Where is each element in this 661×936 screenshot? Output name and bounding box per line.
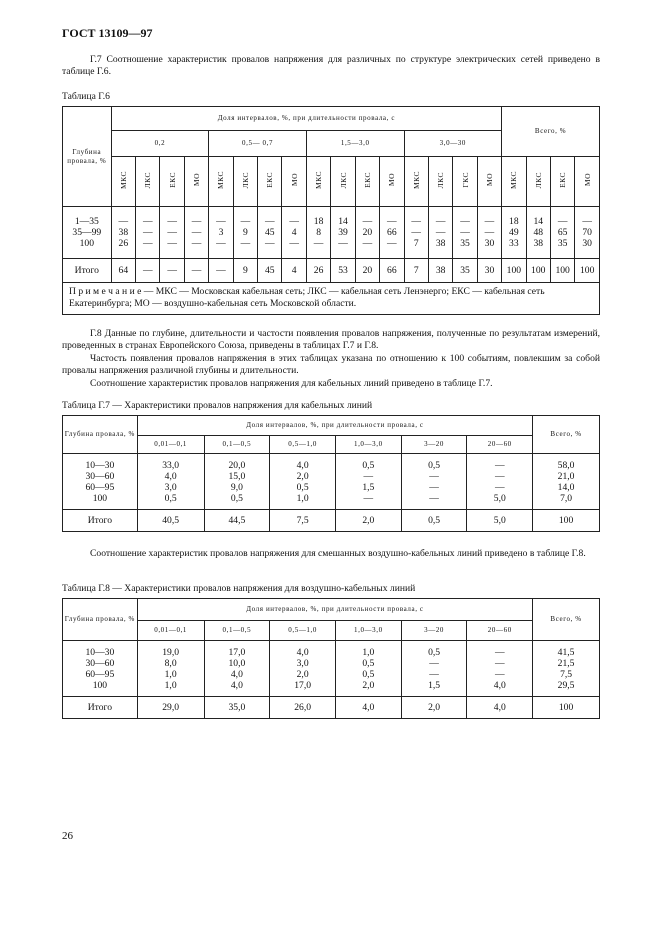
cell-value: 1,5 [362, 481, 375, 493]
total-cell: 30 [477, 259, 501, 283]
cell-value: 30 [484, 238, 495, 249]
table-cell [184, 207, 208, 259]
table-cell [428, 207, 452, 259]
cell-value: 7 [413, 238, 419, 249]
network-label: ГКС [460, 172, 470, 188]
table-cell [306, 207, 330, 259]
cell-value: 1,0 [164, 679, 177, 691]
table-cell [137, 641, 204, 697]
cell-value: 4 [291, 227, 297, 238]
cell-value: — [495, 657, 505, 669]
total-cell: 26 [306, 259, 330, 283]
cell-value: — [484, 216, 495, 227]
cell-value: 66 [387, 227, 397, 238]
total-cell: 100 [502, 259, 526, 283]
cell-value: 45 [264, 227, 275, 238]
cell-value: — [435, 227, 446, 238]
cell-value: — [313, 238, 324, 249]
total-cell: 4 [282, 259, 306, 283]
cell-value: 20 [362, 227, 373, 238]
cell-value: — [363, 492, 374, 504]
table6-caption: Таблица Г.6 [62, 91, 110, 102]
cell-value: 41,5 [557, 646, 575, 658]
cell-value: 2,0 [296, 470, 309, 482]
table-cell [204, 641, 270, 697]
network-label: МКС [216, 171, 226, 189]
network-label: ЕКС [265, 172, 275, 188]
cell-value: 14,0 [557, 481, 575, 493]
cell-value: — [142, 216, 153, 227]
network-label: ЕКС [167, 172, 177, 188]
paragraph-g8-3: Соотношение характеристик провалов напряжения для кабельных линий приведено в таблице Г.7. [90, 378, 493, 389]
table-cell [477, 207, 501, 259]
cell-value: — [240, 238, 251, 249]
total-label: Итого [63, 510, 138, 532]
cell-value: 17,0 [294, 679, 312, 691]
table-cell [401, 454, 467, 510]
cell-value: 4,0 [164, 470, 177, 482]
total-cell: — [136, 259, 160, 283]
cell-value: 8 [316, 227, 321, 238]
cell-value: 19,0 [162, 646, 180, 658]
table-cell [467, 641, 533, 697]
cell-value: — [216, 238, 226, 249]
total-cell: 2,0 [335, 510, 401, 532]
network-label: МО [192, 173, 202, 187]
cell-value: 4,0 [296, 646, 309, 658]
network-label: ЛКС [533, 171, 543, 189]
total-header: Всего, % [502, 107, 600, 157]
network-header [184, 157, 208, 207]
depth-header: Глубина провала, % [63, 107, 112, 207]
duration-header: 20—60 [467, 621, 533, 641]
table-cell [467, 454, 533, 510]
cell-value: 4,0 [296, 459, 309, 471]
paragraph-g8-2: Частость появления провалов напряжения в этих таблицах указана по отношению к 100 событиям, повлекшим за собой провалы напряжения различной глубины и длительности. [62, 353, 600, 377]
share-header: Доля интервалов, %, при длительности провала, с [111, 107, 502, 131]
table-cell [136, 207, 160, 259]
network-header [258, 157, 282, 207]
cell-value: 1,0 [296, 492, 309, 504]
cell-value: 4,0 [493, 679, 506, 691]
table6-note: П р и м е ч а н и е — МКС — Московская кабельная сеть; ЛКС — кабельная сеть Ленэнерго; ЕКС — кабельная сеть Екатеринбурга; МО — воздушно-кабельная сеть Московской области. [63, 283, 600, 315]
table7-caption: Таблица Г.7 — Характеристики провалов напряжения для кабельных линий [62, 400, 373, 411]
cell-value: — [557, 216, 568, 227]
cell-value: 21,0 [557, 470, 575, 482]
cell-value: 2,0 [296, 668, 309, 680]
cell-value: 18 [509, 216, 519, 227]
total-cell: 100 [533, 697, 600, 719]
table-cell [575, 207, 600, 259]
cell-value: — [494, 459, 505, 471]
cell-value: 3 [218, 227, 224, 238]
cell-value: — [167, 227, 177, 238]
table-cell [282, 207, 306, 259]
network-label: ЛКС [143, 171, 153, 189]
duration-header: 0,01—0,1 [137, 436, 204, 454]
table-g6 [62, 106, 600, 315]
total-cell: 100 [533, 510, 600, 532]
cell-value: 0,5 [362, 657, 375, 669]
table-cell [380, 207, 404, 259]
network-label: МКС [314, 171, 324, 189]
table-cell [355, 207, 379, 259]
total-cell: 35,0 [204, 697, 270, 719]
total-cell: 4,0 [467, 697, 533, 719]
cell-value: — [494, 470, 505, 482]
network-label: МО [582, 173, 592, 187]
cell-value: 58,0 [557, 459, 575, 471]
table-cell [209, 207, 233, 259]
cell-value: 70 [582, 227, 592, 238]
table-cell [550, 207, 574, 259]
page-number: 26 [62, 830, 73, 842]
total-cell: 7,5 [270, 510, 336, 532]
duration-header: 0,5—1,0 [270, 621, 336, 641]
network-label: ЕКС [558, 172, 568, 188]
total-header: Всего, % [533, 416, 600, 454]
table-cell [401, 641, 467, 697]
cell-value: — [387, 238, 397, 249]
cell-value: — [338, 238, 348, 249]
cell-value: 7,0 [560, 492, 573, 504]
network-label: МО [387, 173, 397, 187]
cell-value: 0,5 [296, 481, 309, 493]
network-label: ЕКС [362, 172, 372, 188]
cell-value: 33,0 [162, 459, 180, 471]
cell-value: 1,5 [428, 679, 441, 691]
network-label: МКС [509, 171, 519, 189]
cell-value: 39 [338, 227, 348, 238]
cell-value: 65 [557, 227, 568, 238]
table-g8 [62, 598, 600, 719]
paragraph-g7: Г.7 Соотношение характеристик провалов напряжения для различных по структуре электрических сетей приведено в таблице Г.6. [62, 54, 600, 78]
cell-value: 5,0 [493, 492, 506, 504]
cell-value: 48 [533, 227, 544, 238]
duration-header: 0,2 [111, 131, 209, 157]
network-label: МО [289, 173, 299, 187]
cell-value: 7,5 [560, 668, 573, 680]
table-cell [336, 641, 402, 697]
cell-value: — [411, 227, 422, 238]
table-cell [502, 207, 526, 259]
cell-value: 9 [242, 227, 248, 238]
duration-header: 3—20 [401, 436, 467, 454]
cell-value: — [494, 481, 505, 493]
cell-value: — [167, 216, 177, 227]
cell-value: — [240, 216, 251, 227]
cell-value: 30 [582, 238, 592, 249]
total-cell: 29,0 [137, 697, 204, 719]
cell-value: 1,0 [362, 646, 375, 658]
cell-value: — [362, 216, 373, 227]
cell-value: — [191, 227, 202, 238]
cell-value: 15,0 [228, 470, 246, 482]
total-cell: 7 [404, 259, 428, 283]
table-cell [533, 641, 600, 697]
share-header: Доля интервалов, %, при длительности провала, с [137, 416, 532, 436]
total-cell: 100 [575, 259, 600, 283]
table-cell [335, 454, 401, 510]
table-cell [270, 641, 336, 697]
total-cell: 0,5 [401, 510, 467, 532]
cell-value: — [289, 238, 299, 249]
total-cell: 9 [233, 259, 257, 283]
total-cell: — [209, 259, 233, 283]
table-cell [526, 207, 550, 259]
cell-value: — [142, 238, 153, 249]
cell-value: 8,0 [164, 657, 177, 669]
cell-value: — [435, 216, 446, 227]
document-header: ГОСТ 13109—97 [62, 26, 153, 40]
duration-header: 3—20 [401, 621, 467, 641]
network-label: ЛКС [436, 171, 446, 189]
duration-header: 3,0—30 [404, 131, 502, 157]
cell-value: — [264, 216, 275, 227]
cell-value: — [495, 668, 505, 680]
network-label: МО [484, 173, 494, 187]
cell-value: — [429, 668, 439, 680]
cell-value: 18 [313, 216, 324, 227]
network-header [306, 157, 330, 207]
network-label: ЛКС [338, 171, 348, 189]
table-cell [111, 207, 135, 259]
cell-value: 38 [435, 238, 446, 249]
total-cell: — [184, 259, 208, 283]
cell-value: — [142, 227, 153, 238]
cell-value: — [484, 227, 495, 238]
cell-value: 0,5 [428, 459, 441, 471]
paragraph-g8-4: Соотношение характеристик провалов напряжения для смешанных воздушно-кабельных линий приведено в таблице Г.8. [90, 548, 586, 559]
cell-value: 14 [533, 216, 544, 227]
total-cell: 44,5 [204, 510, 270, 532]
cell-value: 49 [509, 227, 519, 238]
cell-value: — [429, 481, 439, 493]
table-g7 [62, 415, 600, 532]
network-header [136, 157, 160, 207]
network-header [209, 157, 233, 207]
depth-header: Глубина провала, % [63, 416, 138, 454]
cell-value: — [362, 238, 373, 249]
network-header [428, 157, 452, 207]
cell-value: 33 [509, 238, 519, 249]
cell-value: 38 [533, 238, 544, 249]
network-header [380, 157, 404, 207]
total-cell: 5,0 [467, 510, 533, 532]
total-cell: 26,0 [270, 697, 336, 719]
total-cell: 4,0 [336, 697, 402, 719]
cell-value: 0,5 [230, 492, 243, 504]
cell-value: 35 [460, 238, 470, 249]
cell-value: 0,5 [164, 492, 177, 504]
depth-column: 1—35 35—99 100 [63, 207, 112, 259]
network-header [550, 157, 574, 207]
cell-value: 4,0 [230, 679, 243, 691]
cell-value: — [216, 216, 226, 227]
cell-value: — [495, 646, 505, 658]
table-cell [137, 454, 204, 510]
network-header [355, 157, 379, 207]
duration-header: 1,0—3,0 [335, 436, 401, 454]
cell-value: — [167, 238, 177, 249]
cell-value: 1,0 [164, 668, 177, 680]
total-cell: 64 [111, 259, 135, 283]
cell-value: 4,0 [230, 668, 243, 680]
cell-value: 10,0 [228, 657, 246, 669]
duration-header: 0,1—0,5 [204, 436, 270, 454]
duration-header: 0,01—0,1 [137, 621, 204, 641]
network-header [526, 157, 550, 207]
cell-value: 3,0 [164, 481, 177, 493]
total-cell: 35 [453, 259, 477, 283]
cell-value: — [429, 492, 439, 504]
cell-value: 26 [118, 238, 129, 249]
duration-header: 1,0—3,0 [336, 621, 402, 641]
cell-value: — [289, 216, 299, 227]
network-header [404, 157, 428, 207]
cell-value: 2,0 [362, 679, 375, 691]
total-cell: 45 [258, 259, 282, 283]
total-cell: 2,0 [401, 697, 467, 719]
table8-caption: Таблица Г.8 — Характеристики провалов напряжения для воздушно-кабельных линий [62, 583, 416, 594]
cell-value: — [191, 216, 202, 227]
network-header [502, 157, 526, 207]
total-cell: 20 [355, 259, 379, 283]
network-label: ЛКС [240, 171, 250, 189]
cell-value: — [429, 657, 439, 669]
total-cell: 40,5 [137, 510, 204, 532]
cell-value: 14 [338, 216, 348, 227]
cell-value: — [191, 238, 202, 249]
table-cell [233, 207, 257, 259]
cell-value: 38 [118, 227, 129, 238]
cell-value: — [460, 227, 470, 238]
table-cell [533, 454, 600, 510]
total-label: Итого [63, 697, 138, 719]
cell-value: 29,5 [557, 679, 575, 691]
network-header [453, 157, 477, 207]
total-cell: 38 [428, 259, 452, 283]
total-cell: 53 [331, 259, 355, 283]
table-cell [453, 207, 477, 259]
table-cell [160, 207, 184, 259]
duration-header: 0,1—0,5 [204, 621, 270, 641]
total-cell: 100 [526, 259, 550, 283]
cell-value: 35 [557, 238, 568, 249]
cell-value: 9,0 [230, 481, 243, 493]
total-label: Итого [63, 259, 112, 283]
cell-value: 20,0 [228, 459, 246, 471]
network-label: МКС [411, 171, 421, 189]
total-header: Всего, % [533, 599, 600, 641]
network-header [111, 157, 135, 207]
table-cell [331, 207, 355, 259]
cell-value: — [460, 216, 470, 227]
table-cell [270, 454, 336, 510]
table-cell [204, 454, 270, 510]
duration-header: 0,5— 0,7 [209, 131, 307, 157]
total-cell: 100 [550, 259, 574, 283]
depth-column: 10—30 30—60 60—95 100 [63, 641, 138, 697]
cell-value: — [411, 216, 422, 227]
duration-header: 1,5—3,0 [306, 131, 404, 157]
network-label: МКС [118, 171, 128, 189]
cell-value: — [264, 238, 275, 249]
cell-value: — [118, 216, 129, 227]
cell-value: 17,0 [228, 646, 246, 658]
share-header: Доля интервалов, %, при длительности провала, с [137, 599, 532, 621]
network-header [282, 157, 306, 207]
network-header [477, 157, 501, 207]
depth-column: 10—30 30—60 60—95 100 [63, 454, 138, 510]
cell-value: — [387, 216, 397, 227]
duration-header: 20—60 [467, 436, 533, 454]
total-cell: 66 [380, 259, 404, 283]
duration-header: 0,5—1,0 [270, 436, 336, 454]
paragraph-g8-1: Г.8 Данные по глубине, длительности и частости появления провалов напряжения, полученные по результатам измерений, проведенных в странах Европейского Союза, приведены в таблицах Г.7 и Г.8. [62, 328, 600, 352]
network-header [160, 157, 184, 207]
cell-value: — [363, 470, 374, 482]
cell-value: 3,0 [296, 657, 309, 669]
cell-value: — [582, 216, 592, 227]
cell-value: 0,5 [362, 459, 375, 471]
total-cell: — [160, 259, 184, 283]
cell-value: — [429, 470, 439, 482]
table-cell [258, 207, 282, 259]
network-header [575, 157, 600, 207]
depth-header: Глубина провала, % [63, 599, 138, 641]
cell-value: 0,5 [362, 668, 375, 680]
table-cell [404, 207, 428, 259]
network-header [233, 157, 257, 207]
cell-value: 21,5 [557, 657, 575, 669]
network-header [331, 157, 355, 207]
cell-value: 0,5 [428, 646, 441, 658]
